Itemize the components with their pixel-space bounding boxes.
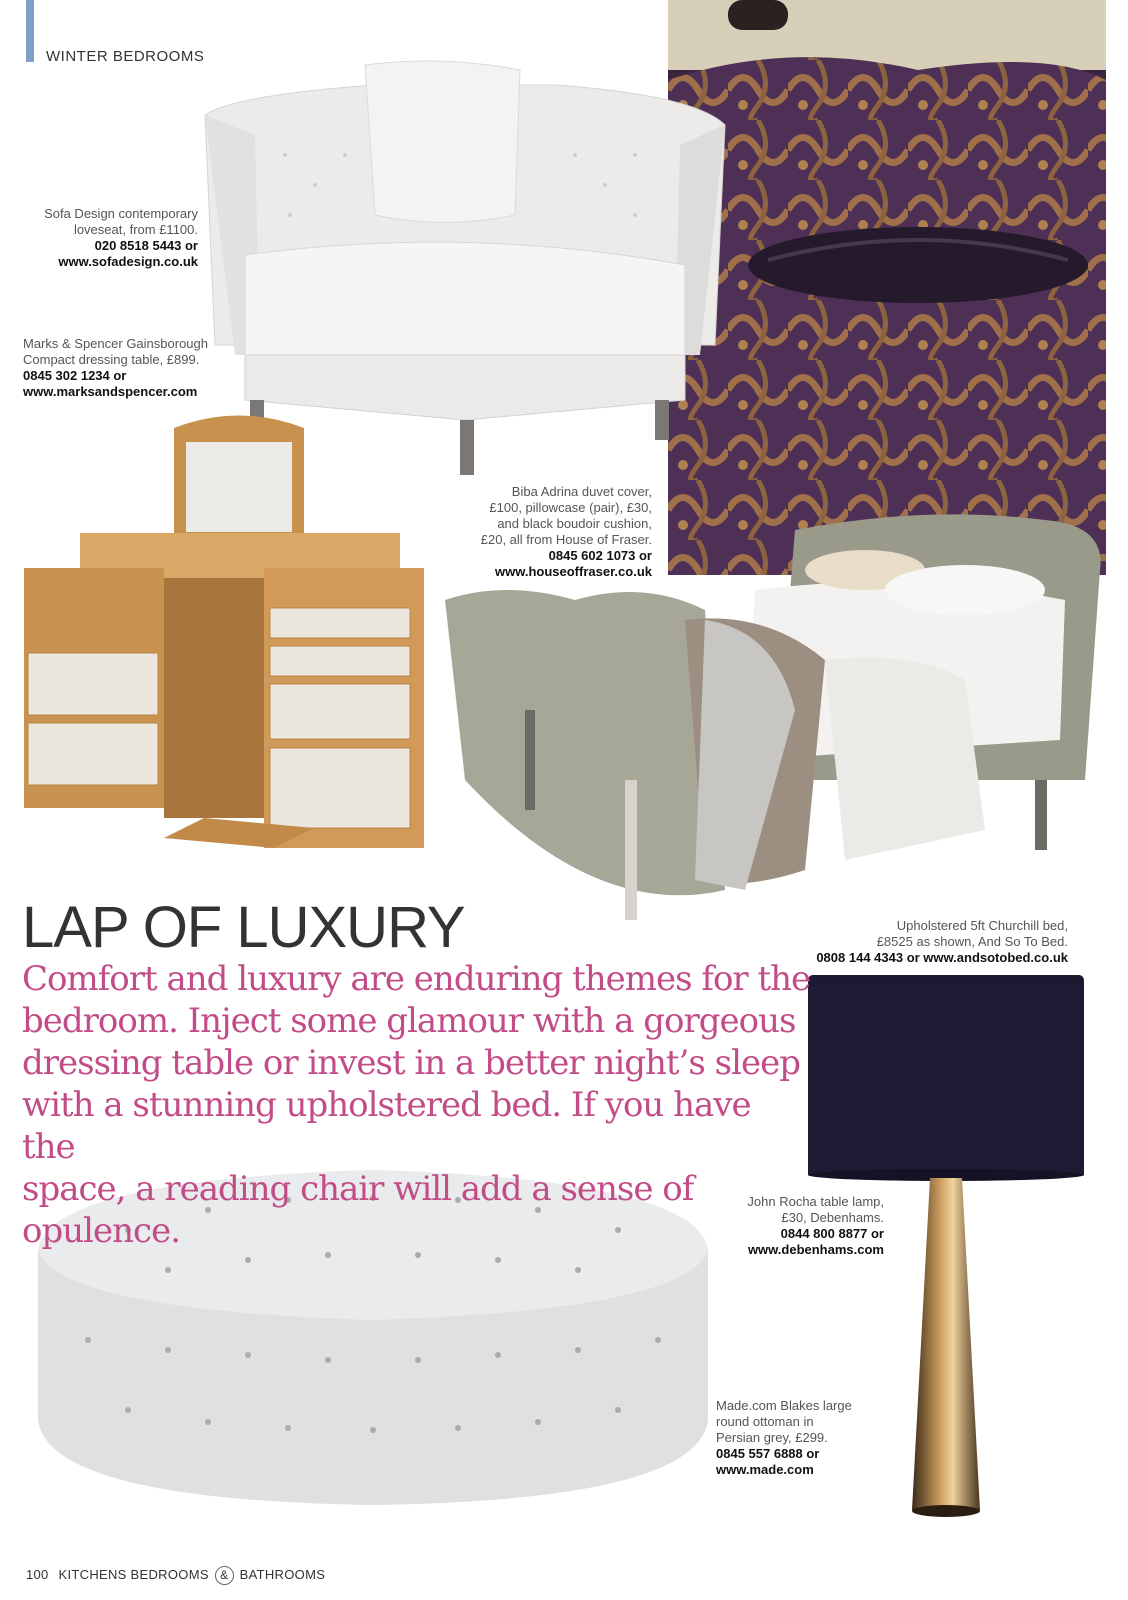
caption-duvet-web: www.houseoffraser.co.uk (494, 564, 652, 579)
caption-lamp-line1: John Rocha table lamp, (747, 1194, 884, 1209)
caption-ottoman (716, 1398, 886, 1478)
caption-ottoman-line2: round ottoman in (716, 1414, 814, 1429)
caption-lamp-web: www.debenhams.com (747, 1242, 884, 1257)
caption-sofa-line1: Sofa Design contemporary (44, 206, 198, 221)
caption-sofa-line2: loveseat, from £1100. (73, 222, 198, 237)
caption-duvet-line1: Biba Adrina duvet cover, (511, 484, 652, 499)
caption-sofa-web: www.sofadesign.co.uk (58, 254, 198, 269)
caption-ottoman-line1: Made.com Blakes large (716, 1398, 852, 1413)
caption-duvet-line4: £20, all from House of Fraser. (480, 532, 652, 547)
intro-line-1: Comfort and luxury are enduring themes for the (22, 959, 811, 999)
caption-bed-line1: Upholstered 5ft Churchill bed, (896, 918, 1068, 933)
caption-duvet-phone: 0845 602 1073 or (548, 548, 652, 563)
article-headline: LAP OF LUXURY (22, 895, 465, 960)
page-footer (26, 1566, 325, 1585)
magazine-title-part2: BATHROOMS (239, 1566, 326, 1582)
caption-duvet-line3: and black boudoir cushion, (497, 516, 652, 531)
intro-line-4: with a stunning upholstered bed. If you have the (22, 1085, 751, 1167)
caption-ottoman-line3: Persian grey, £299. (716, 1430, 828, 1445)
caption-ottoman-phone: 0845 557 6888 or (716, 1446, 820, 1461)
section-label: WINTER BEDROOMS (46, 48, 205, 65)
section-marker-bar (26, 0, 34, 62)
caption-dressing-web: www.marksandspencer.com (23, 384, 198, 399)
caption-duvet (452, 484, 652, 580)
caption-dressing-line2: Compact dressing table, £899. (23, 352, 200, 367)
caption-bed-contact: 0808 144 4343 or www.andsotobed.co.uk (816, 950, 1068, 965)
dressing-table-image (14, 408, 434, 868)
intro-line-2: bedroom. Inject some glamour with a gorgeous (22, 1001, 796, 1041)
caption-lamp-line2: £30, Debenhams. (781, 1210, 884, 1225)
caption-ottoman-web: www.made.com (716, 1462, 814, 1477)
caption-sofa-phone: 020 8518 5443 or (94, 238, 198, 253)
caption-duvet-line2: £100, pillowcase (pair), £30, (489, 500, 652, 515)
caption-dressing-phone: 0845 302 1234 or (23, 368, 127, 383)
page-number: 100 (26, 1566, 49, 1582)
intro-line-3: dressing table or invest in a better night’s sleep (22, 1043, 800, 1083)
caption-sofa (20, 206, 198, 270)
intro-line-5: space, a reading chair will add a sense of opulence. (22, 1169, 694, 1251)
article-intro (22, 958, 812, 1252)
caption-bed-line2: £8525 as shown, And So To Bed. (876, 934, 1068, 949)
caption-dressing-table (23, 336, 223, 400)
ampersand-circle-icon: & (215, 1566, 234, 1585)
magazine-title-part1: KITCHENS BEDROOMS (58, 1566, 209, 1582)
caption-dressing-line1: Marks & Spencer Gainsborough (23, 336, 208, 351)
caption-lamp-phone: 0844 800 8877 or (780, 1226, 884, 1241)
